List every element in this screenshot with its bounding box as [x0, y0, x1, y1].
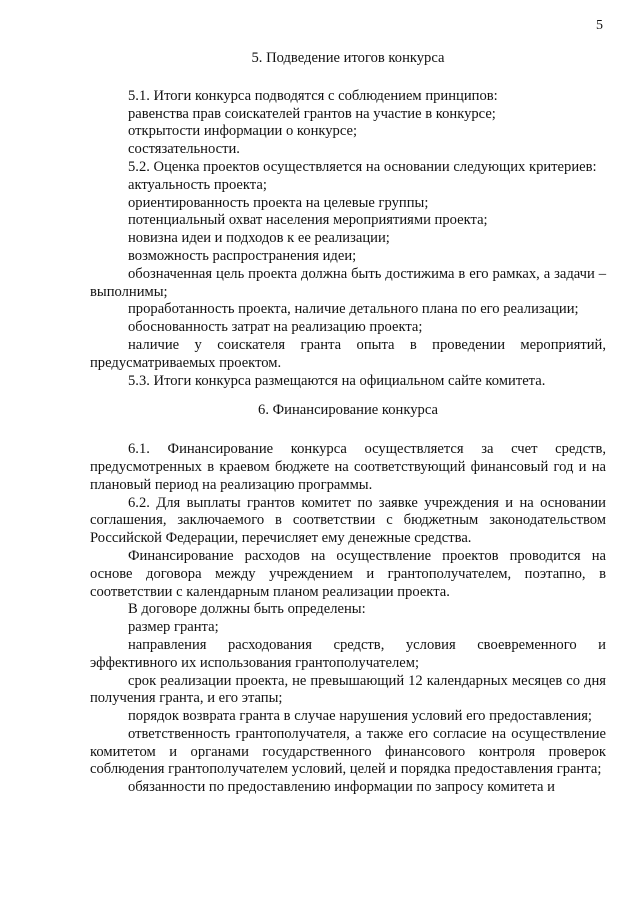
- paragraph: направления расходования средств, условия своевременного и эффективного их использования грантополучателем;: [90, 636, 606, 671]
- paragraph: наличие у соискателя гранта опыта в проведении мероприятий, предусматриваемых проектом.: [90, 336, 606, 371]
- paragraph-5-2: 5.2. Оценка проектов осуществляется на основании следующих критериев:: [128, 158, 597, 175]
- paragraph: актуальность проекта;: [128, 176, 267, 193]
- paragraph: срок реализации проекта, не превышающий 12 календарных месяцев со дня получения гранта, и его этапы;: [90, 672, 606, 707]
- paragraph: обязанности по предоставлению информации по запросу комитета и: [128, 779, 555, 796]
- paragraph: состязательности.: [128, 141, 240, 158]
- page-number: 5: [596, 18, 603, 33]
- paragraph: возможность распространения идеи;: [128, 247, 357, 264]
- paragraph: порядок возврата гранта в случае нарушения условий его предоставления;: [128, 708, 592, 725]
- paragraph: равенства прав соискателей грантов на участие в конкурсе;: [128, 105, 496, 122]
- paragraph-5-1: 5.1. Итоги конкурса подводятся с соблюдением принципов:: [128, 87, 498, 104]
- section-6-title: 6. Финансирование конкурса: [258, 402, 438, 419]
- section-5-body: [90, 88, 606, 391]
- paragraph: размер гранта;: [128, 619, 219, 636]
- paragraph: потенциальный охват населения мероприятиями проекта;: [128, 212, 488, 229]
- paragraph-6-1: 6.1. Финансирование конкурса осуществляется за счет средств, предусмотренных в краевом бюджете на соответствующий финансовый год и на плановый период на реализацию программы.: [90, 441, 606, 493]
- paragraph: ориентированность проекта на целевые группы;: [128, 194, 429, 211]
- paragraph: обозначенная цель проекта должна быть достижима в его рамках, а задачи – выполнимы;: [90, 265, 606, 300]
- paragraph: Финансирование расходов на осуществление проектов проводится на основе договора между учреждением и грантополучателем, поэтапно, в соответствии с календарным планом реализации проекта.: [90, 547, 606, 600]
- paragraph: проработанность проекта, наличие детального плана по его реализации;: [128, 301, 579, 318]
- page-content: [90, 50, 606, 797]
- paragraph: обоснованность затрат на реализацию проекта;: [128, 319, 423, 336]
- section-6-body: [90, 441, 606, 797]
- paragraph-6-2: 6.2. Для выплаты грантов комитет по заявке учреждения и на основании соглашения, заключаемого в соответствии с бюджетным законодательством Российской Федерации, перечисляет ему денежные средства.: [90, 494, 606, 547]
- paragraph-5-3: 5.3. Итоги конкурса размещаются на официальном сайте комитета.: [128, 372, 546, 389]
- paragraph: новизна идеи и подходов к ее реализации;: [128, 230, 390, 247]
- paragraph: открытости информации о конкурсе;: [128, 123, 358, 140]
- paragraph: В договоре должны быть определены:: [128, 601, 366, 618]
- section-5-title: 5. Подведение итогов конкурса: [251, 50, 445, 66]
- paragraph: ответственность грантополучателя, а также его согласие на осуществление комитетом и органами государственного финансового контроля проверок соблюдения грантополучателем условий, целей и порядка предоставления гранта;: [90, 725, 606, 778]
